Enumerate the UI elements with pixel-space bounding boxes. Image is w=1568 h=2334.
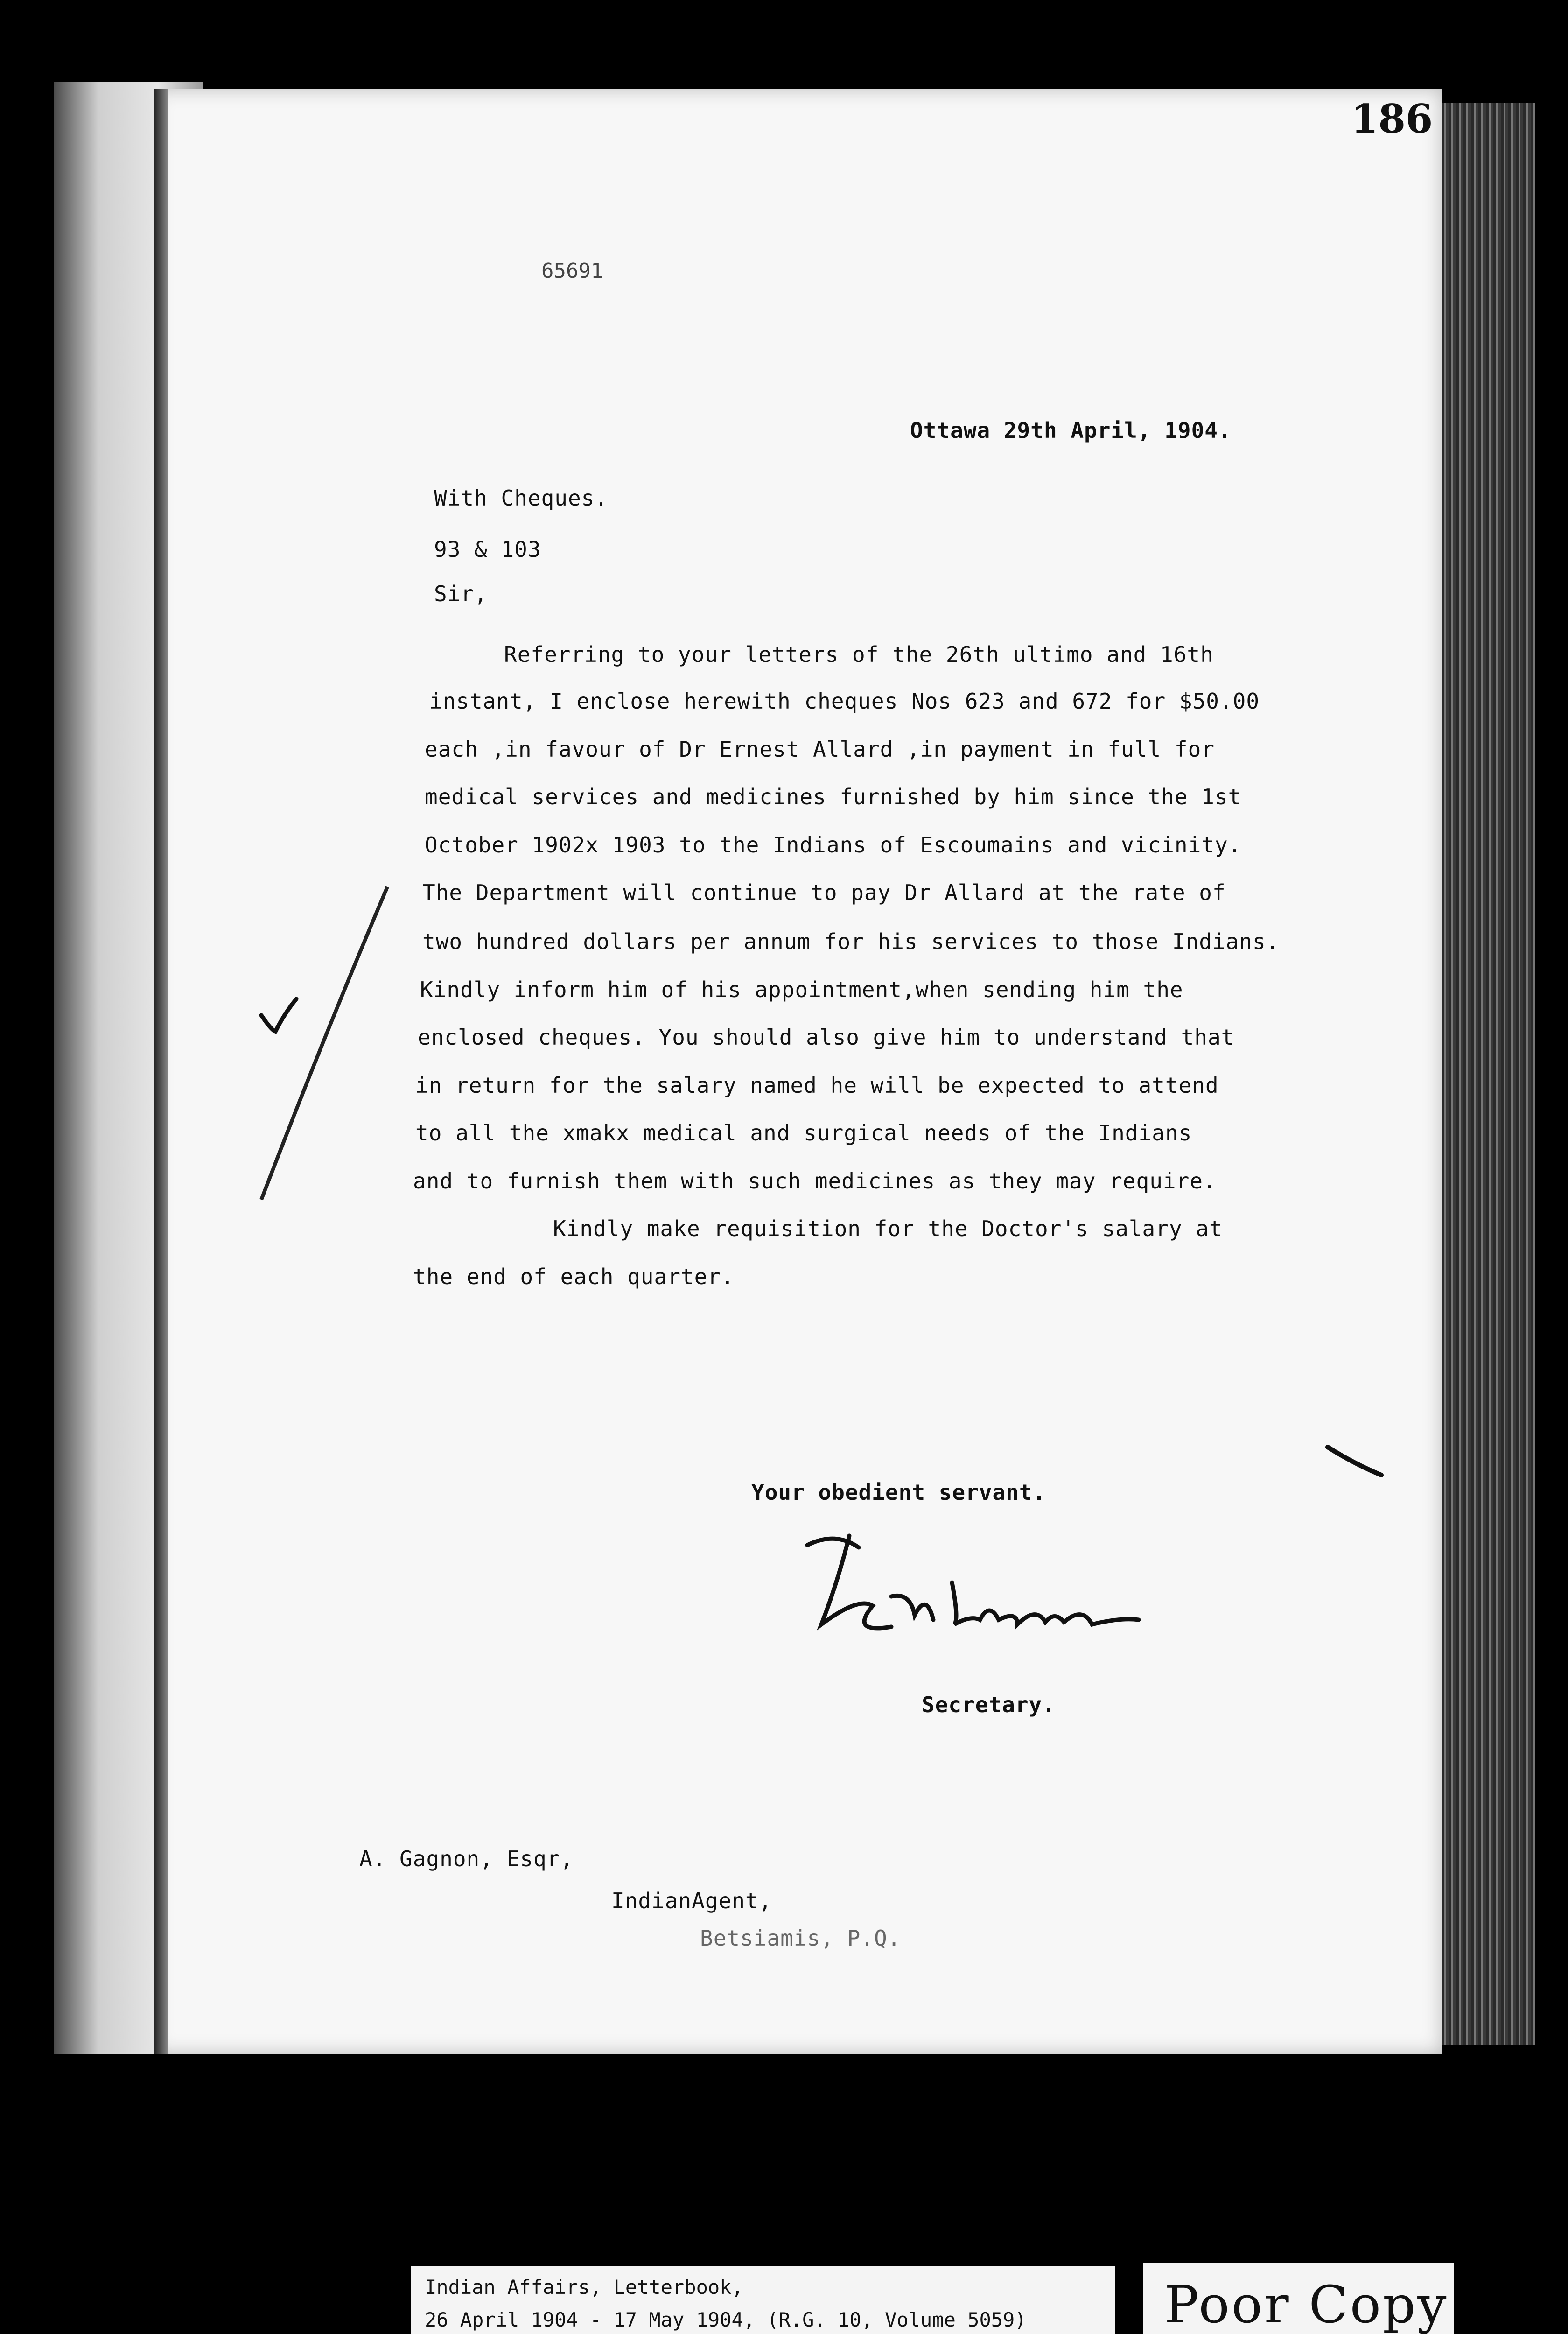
reference-numbers: 93 & 103 <box>434 537 541 562</box>
body-line: two hundred dollars per annum for his services to those Indians. <box>422 929 1280 954</box>
body-line: and to furnish them with such medicines as they may require. <box>413 1168 1217 1194</box>
margin-pencil-line <box>252 878 406 1204</box>
page-number: 186 <box>1351 96 1433 142</box>
collection-label-line1: Indian Affairs, Letterbook, <box>425 2276 743 2299</box>
body-line: Referring to your letters of the 26th ultimo and 16th <box>504 642 1214 667</box>
body-line: Kindly inform him of his appointment,when sending him the <box>420 977 1183 1002</box>
collection-label <box>411 2266 1115 2334</box>
file-number: 65691 <box>541 259 603 283</box>
closing: Your obedient servant. <box>751 1480 1046 1505</box>
body-line: medical services and medicines furnished by him since the 1st <box>425 784 1242 809</box>
poor-copy-text: Poor Copy <box>1164 2275 1449 2334</box>
body-line: each ,in favour of Dr Ernest Allard ,in payment in full for <box>425 737 1215 762</box>
body-line: enclosed cheques. You should also give him to understand that <box>418 1025 1235 1050</box>
addressee-name: A. Gagnon, Esqr, <box>359 1846 574 1871</box>
body-line: The Department will continue to pay Dr Allard at the rate of <box>422 880 1226 905</box>
enclosure-note: With Cheques. <box>434 485 609 511</box>
collection-label-line2: 26 April 1904 - 17 May 1904, (R.G. 10, Volume 5059) <box>425 2308 1027 2331</box>
body-line: in return for the salary named he will be expected to attend <box>415 1073 1219 1098</box>
addressee-role: IndianAgent, <box>611 1888 772 1913</box>
letter-place-date: Ottawa 29th April, 1904. <box>910 418 1232 443</box>
salutation: Sir, <box>434 581 488 606</box>
poor-copy-label <box>1143 2263 1454 2334</box>
margin-check-mark <box>257 994 299 1036</box>
body-line: Kindly make requisition for the Doctor's salary at <box>553 1216 1223 1241</box>
page-spine-shadow <box>154 89 168 2054</box>
signature-image <box>793 1526 1148 1666</box>
body-line: instant, I enclose herewith cheques Nos 623 and 672 for $50.00 <box>429 689 1260 714</box>
signer-title: Secretary. <box>922 1692 1056 1717</box>
body-line: to all the xmakx medical and surgical needs of the Indians <box>415 1120 1192 1146</box>
addressee-place: Betsiamis, P.Q. <box>700 1926 901 1951</box>
body-line: October 1902x 1903 to the Indians of Escoumains and vicinity. <box>425 832 1242 858</box>
body-line: the end of each quarter. <box>413 1264 735 1289</box>
margin-bracket-mark <box>1321 1442 1386 1489</box>
